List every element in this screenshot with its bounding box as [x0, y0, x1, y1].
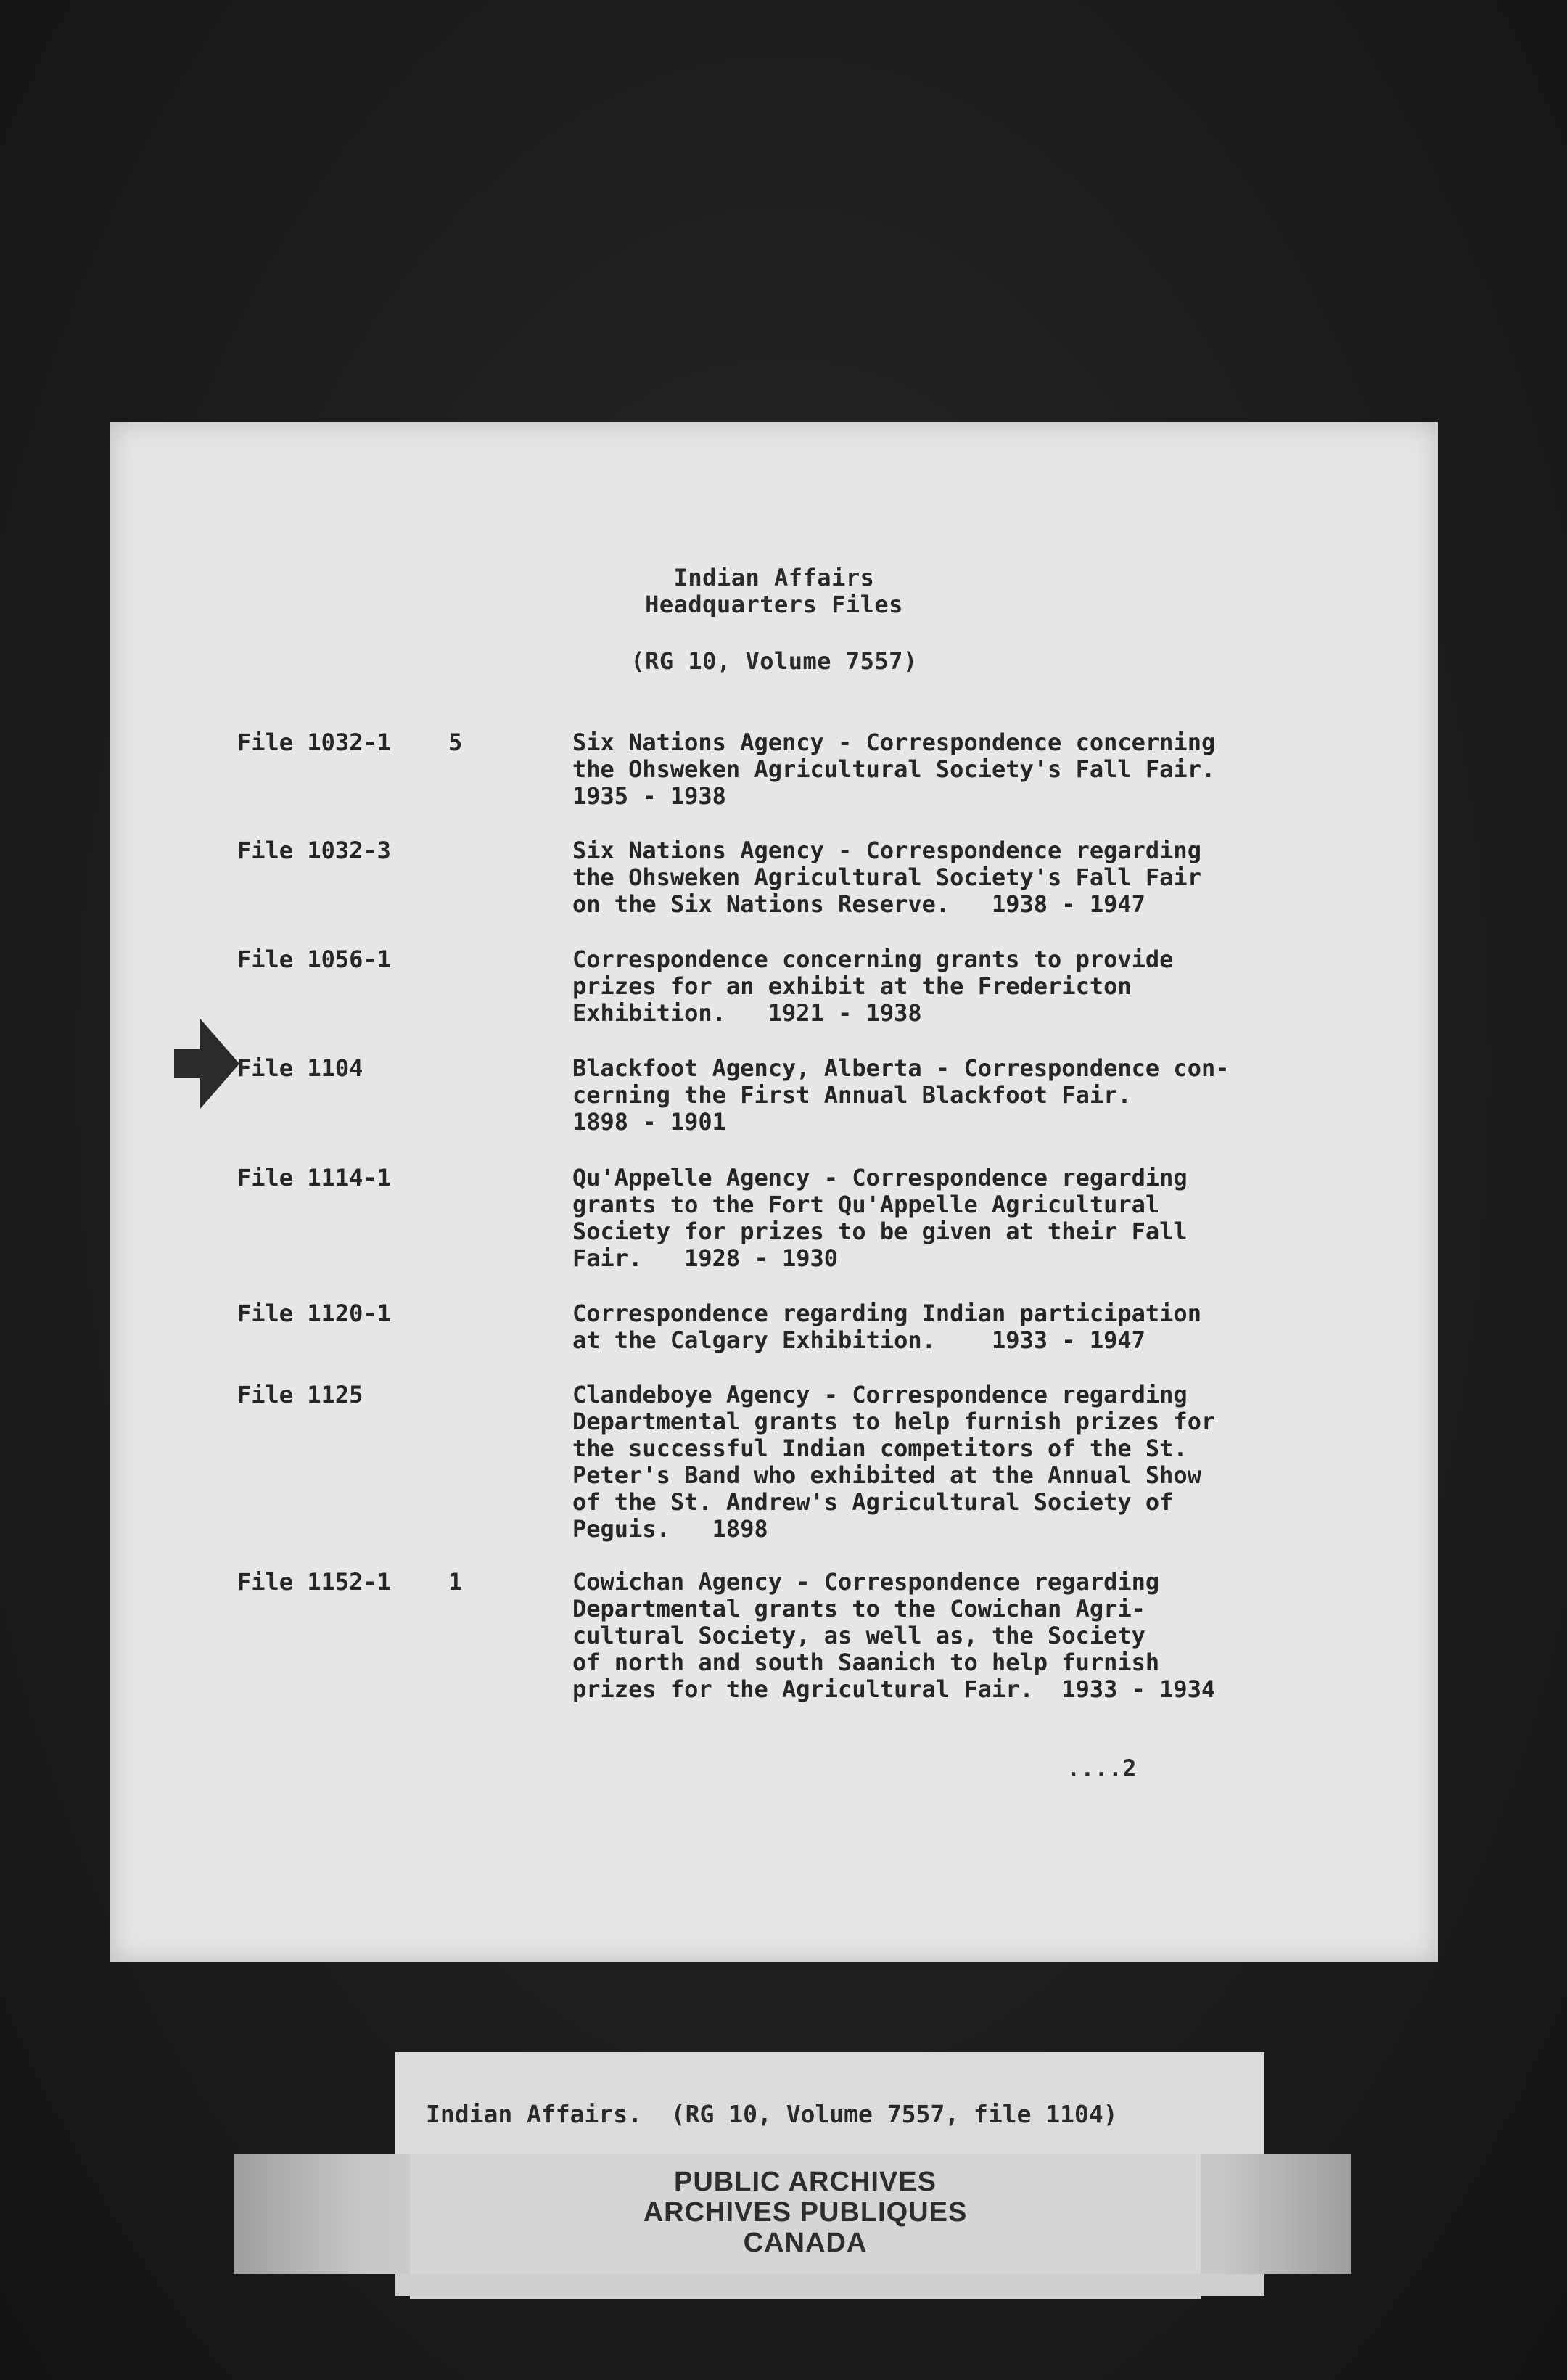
stamp-line: ARCHIVES PUBLIQUES	[643, 2197, 968, 2228]
description-line: Exhibition. 1921 - 1938	[572, 999, 922, 1027]
description-line: Departmental grants to help furnish prizes for	[572, 1408, 1216, 1435]
description-line: Qu'Appelle Agency - Correspondence regarding	[572, 1164, 1188, 1191]
page-continuation: ....2	[1066, 1755, 1137, 1782]
caption-text: Indian Affairs. (RG 10, Volume 7557, file 1104)	[426, 2100, 1118, 2128]
file-number: File 1114-1	[237, 1164, 391, 1191]
description-line: Blackfoot Agency, Alberta - Correspondence con-	[572, 1054, 1230, 1082]
file-description	[572, 946, 1298, 1027]
description-line: prizes for an exhibit at the Fredericton	[572, 972, 1132, 1000]
bottom-strip	[395, 2274, 1264, 2296]
file-number: File 1104	[237, 1054, 363, 1082]
file-number: File 1152-1	[237, 1568, 391, 1596]
file-description	[572, 837, 1298, 918]
file-description	[572, 729, 1298, 810]
description-line: Peguis. 1898	[572, 1515, 768, 1543]
description-line: the successful Indian competitors of the St.	[572, 1435, 1188, 1462]
description-line: on the Six Nations Reserve. 1938 - 1947	[572, 890, 1146, 918]
description-line: Correspondence concerning grants to provide	[572, 945, 1174, 973]
file-description	[572, 1165, 1298, 1272]
box-number: 1	[448, 1568, 463, 1596]
description-line: Six Nations Agency - Correspondence concerning	[572, 729, 1216, 756]
description-line: Clandeboye Agency - Correspondence regarding	[572, 1381, 1188, 1408]
file-description	[572, 1055, 1298, 1136]
description-line: cerning the First Annual Blackfoot Fair.	[572, 1081, 1132, 1109]
file-description	[572, 1382, 1298, 1543]
description-line: of north and south Saanich to help furnish	[572, 1649, 1160, 1676]
arrow-right-icon	[174, 1019, 239, 1109]
stamp-line: CANADA	[743, 2228, 868, 2258]
file-description	[572, 1300, 1298, 1354]
description-line: prizes for the Agricultural Fair. 1933 - 1934	[572, 1675, 1216, 1703]
file-number: File 1120-1	[237, 1300, 391, 1327]
description-line: cultural Society, as well as, the Society	[572, 1622, 1146, 1649]
header-subtitle: Headquarters Files	[645, 591, 903, 618]
description-line: 1935 - 1938	[572, 782, 726, 810]
header-title: Indian Affairs	[673, 564, 875, 591]
description-line: the Ohsweken Agricultural Society's Fall Fair	[572, 863, 1201, 891]
description-line: Correspondence regarding Indian participation	[572, 1300, 1201, 1327]
header-reference: (RG 10, Volume 7557)	[630, 647, 918, 675]
description-line: of the St. Andrew's Agricultural Society of	[572, 1488, 1174, 1516]
stamp-line: PUBLIC ARCHIVES	[674, 2167, 937, 2197]
description-line: Society for prizes to be given at their Fall	[572, 1218, 1188, 1245]
file-number: File 1125	[237, 1381, 363, 1408]
document-page	[110, 422, 1438, 1962]
file-number: File 1032-1	[237, 729, 391, 756]
file-number: File 1056-1	[237, 945, 391, 973]
description-line: at the Calgary Exhibition. 1933 - 1947	[572, 1326, 1146, 1354]
description-line: Cowichan Agency - Correspondence regarding	[572, 1568, 1160, 1596]
file-description	[572, 1569, 1298, 1703]
description-line: Six Nations Agency - Correspondence regarding	[572, 837, 1201, 864]
description-line: 1898 - 1901	[572, 1108, 726, 1136]
box-number: 5	[448, 729, 463, 756]
description-line: Fair. 1928 - 1930	[572, 1244, 839, 1272]
description-line: Peter's Band who exhibited at the Annual Show	[572, 1461, 1201, 1489]
description-line: Departmental grants to the Cowichan Agri-	[572, 1595, 1146, 1622]
description-line: grants to the Fort Qu'Appelle Agricultural	[572, 1191, 1160, 1218]
file-number: File 1032-3	[237, 837, 391, 864]
description-line: the Ohsweken Agricultural Society's Fall Fair.	[572, 755, 1216, 783]
